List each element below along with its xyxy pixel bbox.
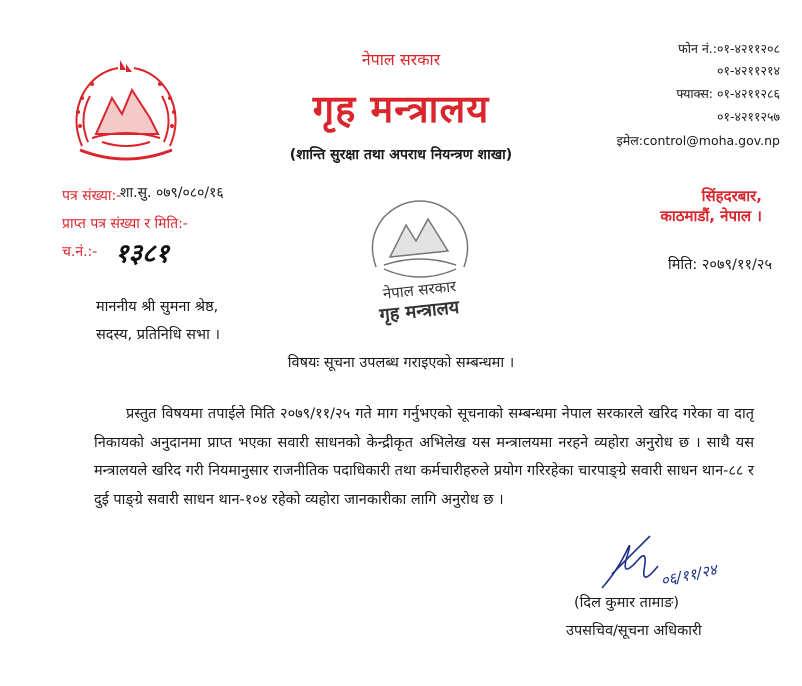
- fax-number-2: ०१-४२११२५७: [716, 109, 780, 124]
- fax-label: फ्याक्स:: [676, 86, 713, 101]
- address-line-2: काठमाडौं, नेपाल ।: [660, 207, 762, 225]
- phone-number-2: ०१-४२११२१४: [716, 63, 780, 78]
- signatory-name: (दिल कुमार तामाङ): [574, 595, 679, 611]
- email-line: [617, 132, 780, 149]
- phone-line-1: [678, 40, 780, 57]
- branch-name: (शान्ति सुरक्षा तथा अपराध नियन्त्रण शाखा): [289, 147, 513, 163]
- ministry-stamp-icon: [354, 195, 486, 327]
- recipient-name: माननीय श्री सुमना श्रेष्ठ,: [96, 299, 219, 315]
- handwritten-signature: [598, 530, 788, 600]
- signatory-title: उपसचिव/सूचना अधिकारी: [566, 623, 702, 639]
- dispatch-number-value: १३८१: [115, 239, 170, 269]
- email-label: इमेल:: [616, 133, 643, 148]
- letter-number-label: पत्र संख्या:-: [62, 188, 122, 204]
- letter-number-value: शा.सु. ०७९/०८०/१६: [120, 185, 224, 201]
- ministry-title: गृह मन्त्रालय: [312, 87, 490, 131]
- address-line-1: सिंहदरबार,: [701, 187, 762, 205]
- signature-date: ०६/११/२४: [659, 560, 719, 590]
- letter-subject: विषयः सूचना उपलब्ध गराइएको सम्बन्धमा ।: [287, 355, 515, 371]
- fax-number-1: ०१-४२११२८६: [716, 86, 780, 101]
- stamp-line-1: नेपाल सरकार: [381, 277, 457, 303]
- letter-body: प्रस्तुत विषयमा तपाईले मिति २०७९/११/२५ गते माग गर्नुभएको सूचनाको सम्बन्धमा नेपाल सरकारले खरिद गरेका वा दातृ निकायको अनुदानमा प्राप्त भएका सवारी साधनको केन्द्रीकृत अभिलेख यस मन्त्रालयमा नरहने व्यहोरा अनुरोध छ । साथै यस मन्त्रालयले खरिद गरी नियमानुसार राजनीतिक पदाधिकारी तथा कर्मचारीहरुले प्रयोग गरिरहेका चारपाङ्ग्रे सवारी साधन थान-८८ र दुई पाङ्ग्रे सवारी साधन थान-१०४ रहेको व्यहोरा जानकारीका लागि अनुरोध छ ।: [94, 406, 754, 508]
- government-name: नेपाल सरकार: [361, 50, 441, 69]
- phone-label: फोन नं.:: [678, 41, 717, 56]
- email-address: control@moha.gov.np: [642, 133, 780, 148]
- letter-number: [62, 185, 224, 205]
- phone-number-1: ०१-४२११२०८: [716, 41, 780, 56]
- fax-line-1: [676, 85, 780, 102]
- stamp-line-2: गृह मन्त्रालय: [378, 296, 461, 327]
- letter-date: मिति: २०७९/११/२५: [667, 257, 772, 273]
- recipient-designation: सदस्य, प्रतिनिधि सभा ।: [96, 327, 220, 343]
- dispatch-number-label: च.नं.:-: [62, 244, 98, 260]
- received-letter-label: प्राप्त पत्र संख्या र मिति:-: [62, 216, 188, 232]
